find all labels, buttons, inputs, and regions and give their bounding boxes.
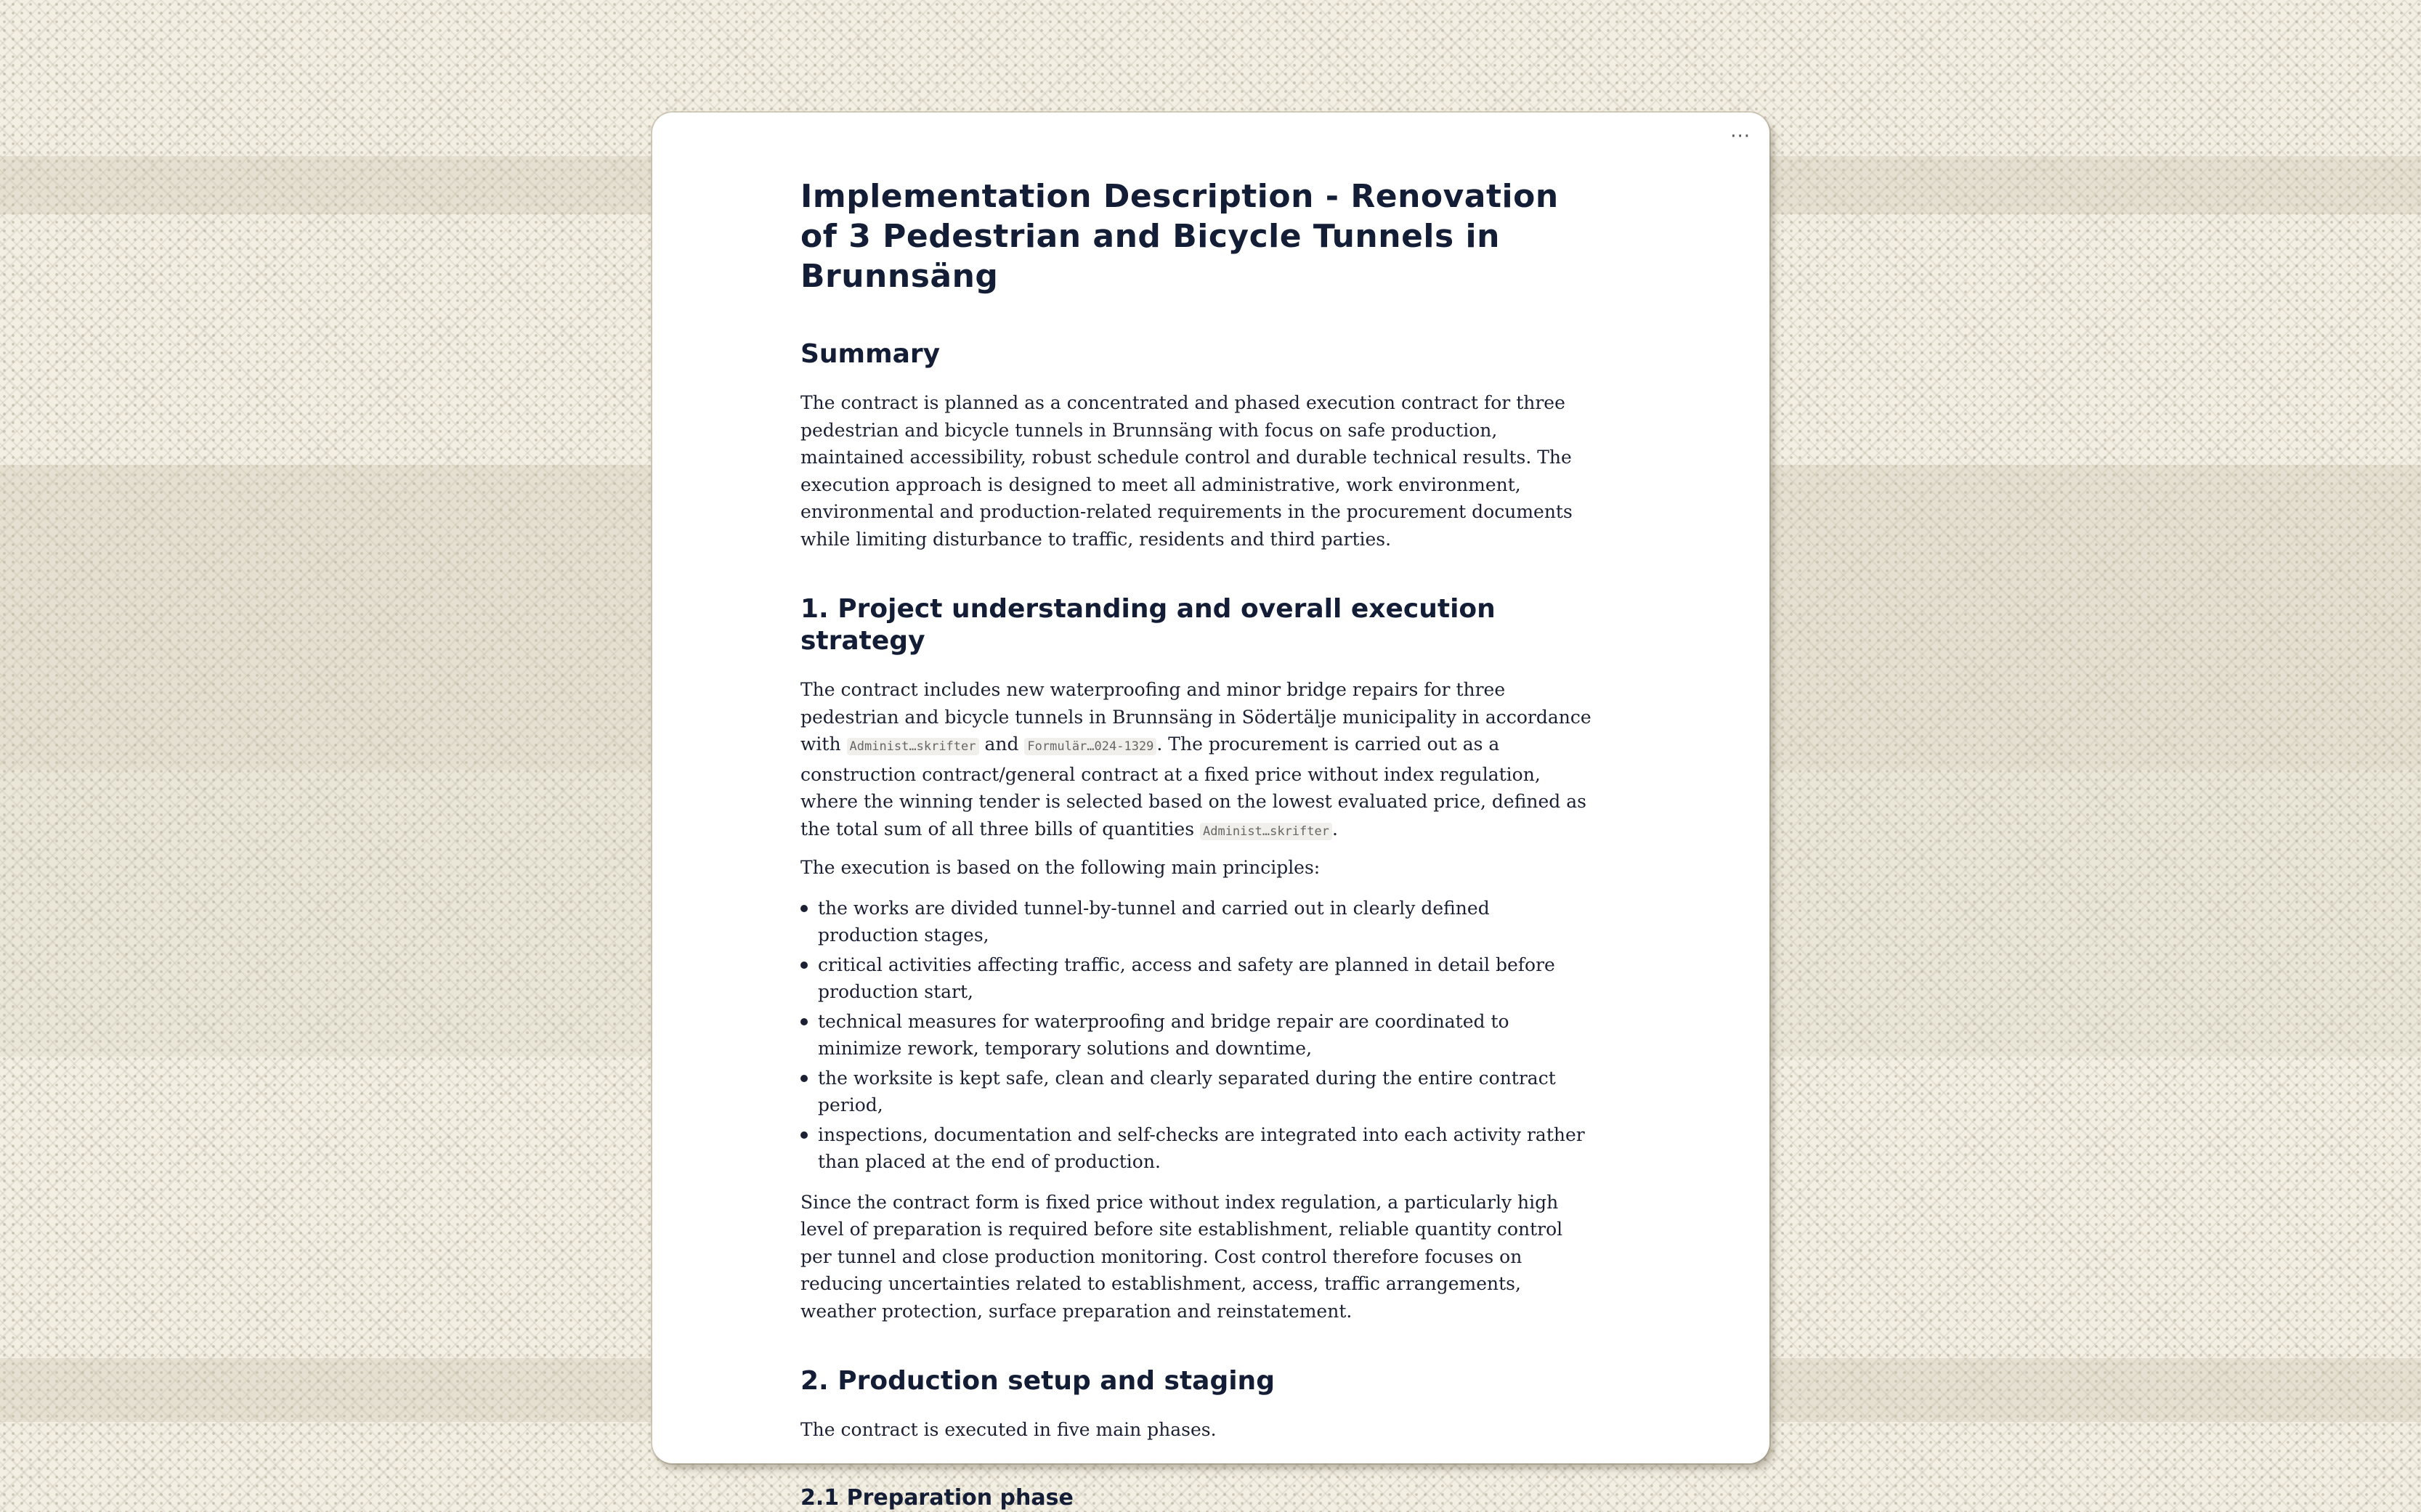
section-1 — [800, 593, 1592, 1325]
document-title: Implementation Description - Renovation of 3 Pedestrian and Bicycle Tunnels in Brunnsäng — [800, 178, 1559, 295]
summary-section — [800, 338, 1592, 553]
paragraph-text: The contract includes new waterproofing and minor bridge repairs for three pedestrian and bicycle tunnels in Brunnsäng in Södertälje municipality in accordance with — [800, 679, 1591, 755]
section-1-paragraph-2: The execution is based on the following main principles: — [800, 857, 1321, 878]
list-item: critical activities affecting traffic, access and safety are planned in detail before production start, — [818, 951, 1592, 1006]
document-content — [800, 176, 1592, 1512]
principles-list — [800, 895, 1592, 1176]
section-2-paragraph: The contract is executed in five main phases. — [800, 1419, 1217, 1440]
paragraph-text: . — [1331, 818, 1338, 840]
list-item: the works are divided tunnel-by-tunnel and carried out in clearly defined production stages, — [818, 895, 1592, 949]
section-1-heading: 1. Project understanding and overall execution strategy — [800, 594, 1496, 656]
summary-heading: Summary — [800, 339, 941, 369]
list-item: the worksite is kept safe, clean and clearly separated during the entire contract period, — [818, 1065, 1592, 1119]
document-card — [652, 113, 1769, 1511]
reference-chip[interactable]: Formulär…024-1329 — [1024, 738, 1156, 755]
section-1-paragraph-1 — [800, 676, 1592, 845]
section-2-heading: 2. Production setup and staging — [800, 1366, 1275, 1396]
more-options-button[interactable]: ··· — [1730, 126, 1751, 147]
section-1-paragraph-3: Since the contract form is fixed price without index regulation, a particularly high level of preparation is required before site establishment, reliable quantity control per tunnel and close production monitoring. Cost control therefore focuses on reducing uncertainties related to establishment, access, traffic arrangements, weather protection, surface preparation and reinstatement. — [800, 1191, 1563, 1322]
paragraph-text: . The procurement is carried out as a construction contract/general contract at a fixed price without index regulation, where the winning tender is selected based on the lowest evaluated price, defined as the total sum of all three bills of quantities — [800, 733, 1586, 840]
reference-chip[interactable]: Administ…skrifter — [847, 738, 979, 755]
subsection-2-1-heading: 2.1 Preparation phase — [800, 1484, 1074, 1511]
summary-paragraph: The contract is planned as a concentrated and phased execution contract for three pedestrian and bicycle tunnels in Brunnsäng with focus on safe production, maintained accessibility, robust schedule control and durable technical results. The execution approach is designed to meet all administrative, work environment, environmental and production-related requirements in the procurement documents while limiting disturbance to traffic, residents and third parties. — [800, 392, 1573, 550]
list-item: technical measures for waterproofing and bridge repair are coordinated to minimize rework, temporary solutions and downtime, — [818, 1008, 1592, 1062]
paragraph-text: and — [978, 733, 1025, 755]
list-item: inspections, documentation and self-checks are integrated into each activity rather than placed at the end of production. — [818, 1121, 1592, 1176]
reference-chip[interactable]: Administ…skrifter — [1200, 823, 1332, 840]
section-2 — [800, 1365, 1592, 1444]
